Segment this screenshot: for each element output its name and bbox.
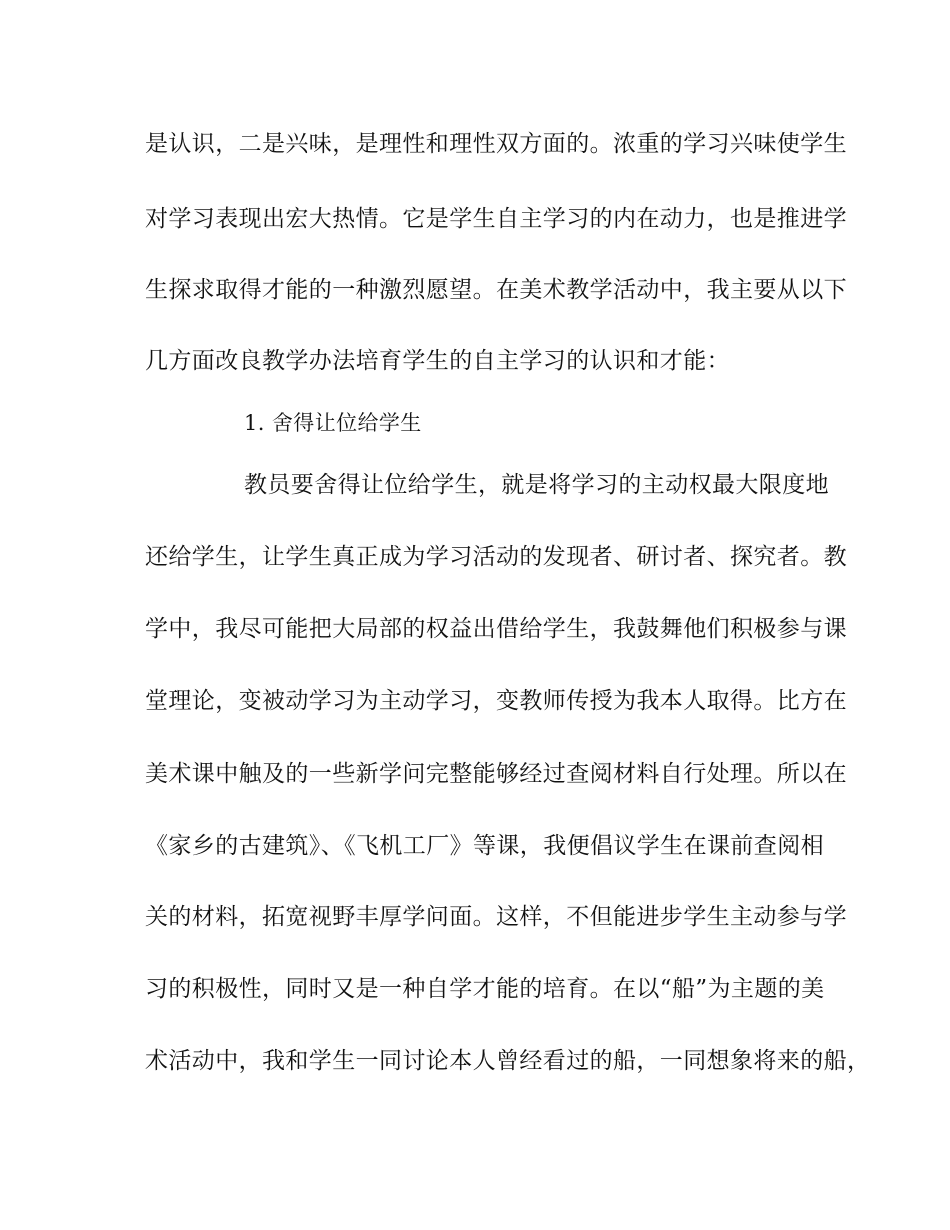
paragraph-line-7: 学中，我尽可能把大局部的权益出借给学生，我鼓舞他们积极参与课 [145,616,847,642]
paragraph-line-4: 几方面改良教学办法培育学生的自主学习的认识和才能： [145,348,730,374]
paragraph-line-8: 堂理论，变被动学习为主动学习，变教师传授为我本人取得。比方在 [145,688,847,714]
paragraph-line-2: 对学习表现出宏大热情。它是学生自主学习的内在动力，也是推进学 [145,206,847,232]
section-heading: 1. 舍得让位给学生 [244,411,422,435]
paragraph-line-13: 术活动中，我和学生一同讨论本人曾经看过的船，一同想象将来的船， [145,1048,871,1074]
paragraph-line-1: 是认识，二是兴味，是理性和理性双方面的。浓重的学习兴味使学生 [145,131,847,157]
paragraph-line-9: 美术课中触及的一些新学问完整能够经过查阅材料自行处理。所以在 [145,761,847,787]
paragraph-line-11: 关的材料，拓宽视野丰厚学问面。这样，不但能进步学生主动参与学 [145,904,847,930]
paragraph-line-6: 还给学生，让学生真正成为学习活动的发现者、研讨者、探究者。教 [145,544,847,570]
paragraph-line-5: 教员要舍得让位给学生，就是将学习的主动权最大限度地 [244,472,829,498]
paragraph-line-10: 《家乡的古建筑》、《飞机工厂》等课，我便倡议学生在课前查阅相 [145,833,824,859]
paragraph-line-3: 生探求取得才能的一种激烈愿望。在美术教学活动中，我主要从以下 [145,277,847,303]
paragraph-line-12: 习的积极性，同时又是一种自学才能的培育。在以“船”为主题的美 [145,976,825,1002]
